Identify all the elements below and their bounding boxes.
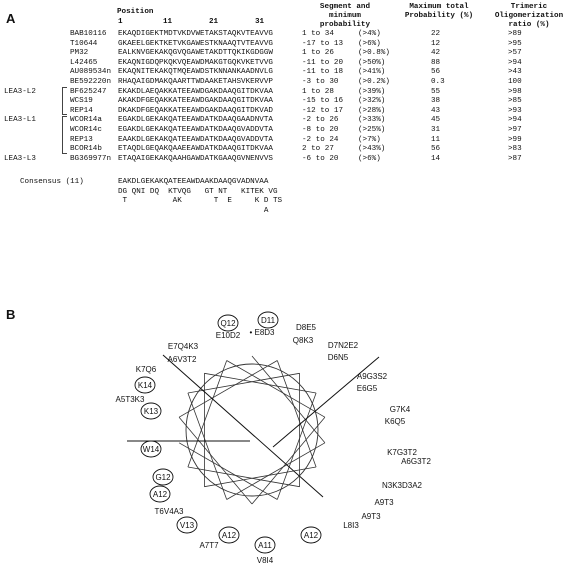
- residue-label: [218, 315, 238, 331]
- residue-text: A6G3T2: [401, 457, 431, 466]
- alignment-table: [0, 30, 576, 170]
- residue-text: A12: [303, 531, 319, 540]
- cell-min: (>25%): [358, 126, 386, 134]
- tick-11: 11: [163, 18, 173, 26]
- cell-seq: EKAQNITEKAKQTMQEAWDSTKNNANKAADNVLG: [118, 68, 273, 77]
- cell-seg: -17 to 13: [302, 39, 344, 48]
- cell-id: BE592220n: [70, 78, 112, 86]
- table-row: [0, 40, 576, 50]
- cell-seq: AKAKDFGEQAKKATEEAWDGAKDAAQGITDKVAA: [118, 97, 273, 106]
- table-row: [0, 30, 576, 40]
- residue-text: A9T3: [374, 498, 394, 507]
- cell-max: 56: [431, 145, 441, 154]
- cell-id: AU089534n: [70, 68, 112, 77]
- cell-id: REP13: [70, 135, 93, 144]
- residue-label: [150, 486, 170, 502]
- residue-label: [361, 512, 381, 521]
- cell-tri: >94: [508, 116, 522, 125]
- residue-text: T6V4A3: [154, 507, 184, 516]
- cell-min: (>0.2%): [358, 78, 390, 86]
- cell-tri: >94: [508, 58, 522, 67]
- segment-header-line2: minimum: [329, 12, 361, 20]
- cell-seq: DKAKDFGEQAKKATEEAWDGAKDAAQGITDKVAD: [118, 106, 273, 115]
- max-prob-header: [393, 3, 485, 21]
- cell-id: L42465: [70, 58, 98, 67]
- table-row: [0, 155, 576, 165]
- residue-text: W14: [142, 445, 160, 454]
- wheel-labels: [116, 312, 432, 565]
- table-row: [0, 97, 576, 107]
- residue-label: [255, 537, 275, 553]
- consensus-seq: EAKDLGEKAKQATEEAWDAAKDAAQGVADNVAA: [118, 178, 269, 186]
- residue-text: Q12: [220, 319, 236, 328]
- residue-text: G7K4: [389, 405, 411, 414]
- residue-text: A12: [221, 531, 237, 540]
- table-row: [0, 116, 576, 126]
- cell-min: (>0.8%): [358, 49, 390, 58]
- cell-tri: 100: [508, 78, 522, 86]
- cell-min: (>28%): [358, 106, 386, 115]
- residue-text: G12: [155, 473, 171, 482]
- cell-max: 88: [431, 58, 441, 67]
- max-prob-header-line2: Probability (%): [404, 12, 474, 20]
- table-row: [0, 49, 576, 59]
- cell-min: (>41%): [358, 68, 386, 77]
- residue-text: E10D2: [215, 331, 241, 340]
- cell-id: BG369977n: [70, 154, 112, 163]
- consensus-alt-1: DG QNI DQ KTVQG GT NT KITEK VG: [118, 187, 278, 196]
- cell-tri: >97: [508, 126, 522, 134]
- cell-seg: 1 to 34: [302, 30, 334, 38]
- residue-label: [357, 384, 378, 393]
- table-row: [0, 68, 576, 78]
- residue-label: [343, 521, 359, 530]
- cell-max: 38: [431, 97, 441, 106]
- residue-text: V8I4: [256, 556, 274, 565]
- cell-id: BCOR14b: [70, 145, 102, 154]
- cell-seq: EALKNVGEKAKQGVQGAWETAKDTTQKIKGDGGW: [118, 49, 273, 58]
- wheel-edge: [179, 443, 277, 500]
- residue-text: D8E5: [295, 323, 317, 332]
- cell-tri: >89: [508, 30, 522, 38]
- cell-seg: 1 to 28: [302, 87, 334, 96]
- cell-tri: >93: [508, 106, 522, 115]
- residue-label: [136, 365, 157, 374]
- cell-max: 22: [431, 30, 441, 38]
- cell-seg: -15 to 16: [302, 97, 344, 106]
- residue-text: E7Q4K3: [167, 342, 199, 351]
- cell-min: (>4%): [358, 30, 381, 38]
- max-prob-header-line1: Maximum total: [409, 3, 469, 11]
- residue-label: [249, 328, 275, 337]
- consensus-block: [0, 178, 576, 226]
- cell-id: BAB10116: [70, 30, 107, 38]
- cell-tri: >98: [508, 87, 522, 96]
- residue-text: D11: [260, 316, 276, 325]
- cell-id: BF625247: [70, 87, 107, 96]
- residue-label: [141, 403, 161, 419]
- cell-group: LEA3-L2: [4, 87, 36, 96]
- residue-text: K13: [143, 407, 159, 416]
- table-row: [0, 59, 576, 69]
- cell-max: 56: [431, 68, 441, 77]
- residue-text: E6G5: [356, 384, 378, 393]
- wheel-edge: [179, 361, 277, 418]
- cell-min: (>39%): [358, 87, 386, 96]
- cell-id: T10644: [70, 39, 98, 48]
- cell-min: (>6%): [358, 154, 381, 163]
- residue-text: • E8D3: [249, 328, 275, 337]
- residue-text: A11: [258, 541, 272, 550]
- cell-max: 12: [431, 39, 441, 48]
- cell-id: REP14: [70, 106, 93, 115]
- cell-max: 43: [431, 106, 441, 115]
- trimeric-header-line3: ratio (%): [508, 21, 550, 29]
- table-row: [0, 136, 576, 146]
- cell-min: (>43%): [358, 145, 386, 154]
- cell-seg: -3 to 30: [302, 78, 339, 86]
- residue-text: L8I3: [343, 521, 359, 530]
- cell-tri: >85: [508, 97, 522, 106]
- table-row: [0, 88, 576, 98]
- cell-max: 14: [431, 154, 441, 163]
- trimeric-header-line1: Trimeric: [510, 3, 548, 11]
- trimeric-header: [486, 3, 572, 30]
- table-row: [0, 126, 576, 136]
- cell-id: WCS19: [70, 97, 93, 106]
- tick-1: 1: [118, 18, 123, 26]
- residue-label: [116, 395, 145, 404]
- residue-label: [401, 457, 431, 466]
- cell-seq: EKAQDIGEKTMDTVKDVWETAKSTAQKVTEAVVG: [118, 30, 273, 38]
- residue-text: A9T3: [361, 512, 381, 521]
- cell-id: PM32: [70, 49, 89, 58]
- cell-id: WCOR14a: [70, 116, 102, 125]
- cell-seq: GKAEELGEKTKETVKGAWESTKNAAQTVTEAVVG: [118, 39, 273, 48]
- residue-label: [382, 481, 423, 490]
- helical-wheel: [0, 300, 576, 568]
- residue-text: K7G3T2: [387, 448, 417, 457]
- cell-tri: >83: [508, 145, 522, 154]
- cell-seg: -8 to 20: [302, 126, 339, 134]
- residue-label: [357, 372, 388, 381]
- cell-max: 11: [431, 135, 441, 144]
- residue-label: [374, 498, 394, 507]
- cell-tri: >87: [508, 154, 522, 163]
- residue-label: [390, 405, 411, 414]
- residue-label: [155, 507, 184, 516]
- residue-label: [219, 527, 239, 543]
- cell-seg: -12 to 17: [302, 106, 344, 115]
- consensus-alt-2: T AK T E K D TS: [118, 197, 283, 206]
- residue-text: K14: [137, 381, 153, 390]
- position-header: Position: [117, 8, 154, 16]
- cell-seg: -2 to 24: [302, 135, 339, 144]
- residue-text: K6Q5: [384, 417, 406, 426]
- residue-text: A9G3S2: [356, 372, 388, 381]
- residue-label: [385, 417, 406, 426]
- trimeric-header-line2: Oligomerization: [494, 12, 564, 20]
- cell-seq: EGAKDLGEKAKQATEEAWDATKDAAQGAADNVTA: [118, 116, 273, 125]
- table-row: [0, 78, 576, 88]
- cell-seq: ETAQAIGEKAKQAAHGAWDATKGAAQGVNENVVS: [118, 154, 273, 163]
- cell-min: (>6%): [358, 39, 381, 48]
- table-row: [0, 107, 576, 117]
- cell-tri: >99: [508, 135, 522, 144]
- cell-max: 42: [431, 49, 441, 58]
- panel-a-label: A: [6, 11, 16, 26]
- residue-text: A7T7: [199, 541, 219, 550]
- cell-tri: >57: [508, 49, 522, 58]
- residue-label: [328, 341, 359, 350]
- residue-text: Q8K3: [292, 336, 314, 345]
- divider-right: [273, 357, 379, 447]
- residue-label: [216, 331, 241, 340]
- segment-header-line3: probability: [319, 21, 371, 29]
- cell-seq: EKAQNIGDQPKQKVQEAWDMAKGTGQKVKETVVG: [118, 58, 273, 67]
- residue-text: D7N2E2: [327, 341, 359, 350]
- cell-tri: >95: [508, 39, 522, 48]
- residue-label: [387, 448, 417, 457]
- residue-text: N3K3D3A2: [381, 481, 423, 490]
- residue-label: [168, 355, 197, 364]
- residue-label: [168, 342, 199, 351]
- segment-header-line1: Segment and: [319, 3, 371, 11]
- cell-id: WCOR14c: [70, 126, 102, 134]
- panel-b-label: B: [6, 307, 16, 322]
- cell-min: (>7%): [358, 135, 381, 144]
- residue-label: [135, 377, 155, 393]
- consensus-alt-3: A: [118, 206, 269, 215]
- cell-max: 31: [431, 126, 441, 134]
- residue-label: [257, 556, 274, 565]
- cell-tri: >43: [508, 68, 522, 77]
- cell-seg: -6 to 20: [302, 154, 339, 163]
- cell-seg: -2 to 26: [302, 116, 339, 125]
- wheel-polygon: [179, 356, 325, 504]
- residue-text: D6N5: [327, 353, 349, 362]
- cell-seg: 1 to 26: [302, 49, 334, 58]
- residue-label: [258, 312, 278, 328]
- cell-max: 45: [431, 116, 441, 125]
- residue-text: A12: [152, 490, 168, 499]
- consensus-label: Consensus (11): [20, 178, 84, 186]
- cell-seg: -11 to 18: [302, 68, 344, 77]
- cell-group: LEA3-L1: [4, 116, 36, 125]
- cell-seq: RHAQAIGDMAKQAARTTWDAAKETAHSVKERVVP: [118, 78, 273, 86]
- cell-seq: EAAKDLGEKAKQATEEAWDATKDAAQGVADDVTA: [118, 135, 273, 144]
- cell-max: 0.3: [431, 78, 445, 86]
- cell-seg: -11 to 20: [302, 58, 344, 67]
- residue-text: A5T3K3: [115, 395, 145, 404]
- cell-seq: ETAQDLGEQAKQAAEEAWDATKDAAQGITDKVAA: [118, 145, 273, 154]
- cell-seg: 2 to 27: [302, 145, 334, 154]
- residue-label: [177, 517, 197, 533]
- tick-31: 31: [255, 18, 265, 26]
- table-row: [0, 145, 576, 155]
- cell-seq: EGAKDLGEKAKQATEEAWDATKDAAQGVADDVTA: [118, 126, 273, 134]
- cell-min: (>32%): [358, 97, 386, 106]
- cell-seq: EKAKDLAEQAKKATEEAWDGAKDAAQGITDKVAA: [118, 87, 273, 96]
- segment-header: [295, 3, 395, 30]
- residue-label: [199, 541, 219, 550]
- residue-label: [328, 353, 349, 362]
- residue-label: [293, 336, 314, 345]
- cell-max: 55: [431, 87, 441, 96]
- tick-21: 21: [209, 18, 219, 26]
- wheel-inner-circle: [186, 364, 318, 496]
- cell-group: LEA3-L3: [4, 154, 36, 163]
- residue-text: A6V3T2: [167, 355, 197, 364]
- residue-label: [301, 527, 321, 543]
- residue-label: [153, 469, 173, 485]
- cell-min: (>50%): [358, 58, 386, 67]
- residue-label: [296, 323, 317, 332]
- residue-text: K7Q6: [135, 365, 157, 374]
- cell-min: (>33%): [358, 116, 386, 125]
- residue-text: V13: [179, 521, 195, 530]
- residue-label: [141, 441, 161, 457]
